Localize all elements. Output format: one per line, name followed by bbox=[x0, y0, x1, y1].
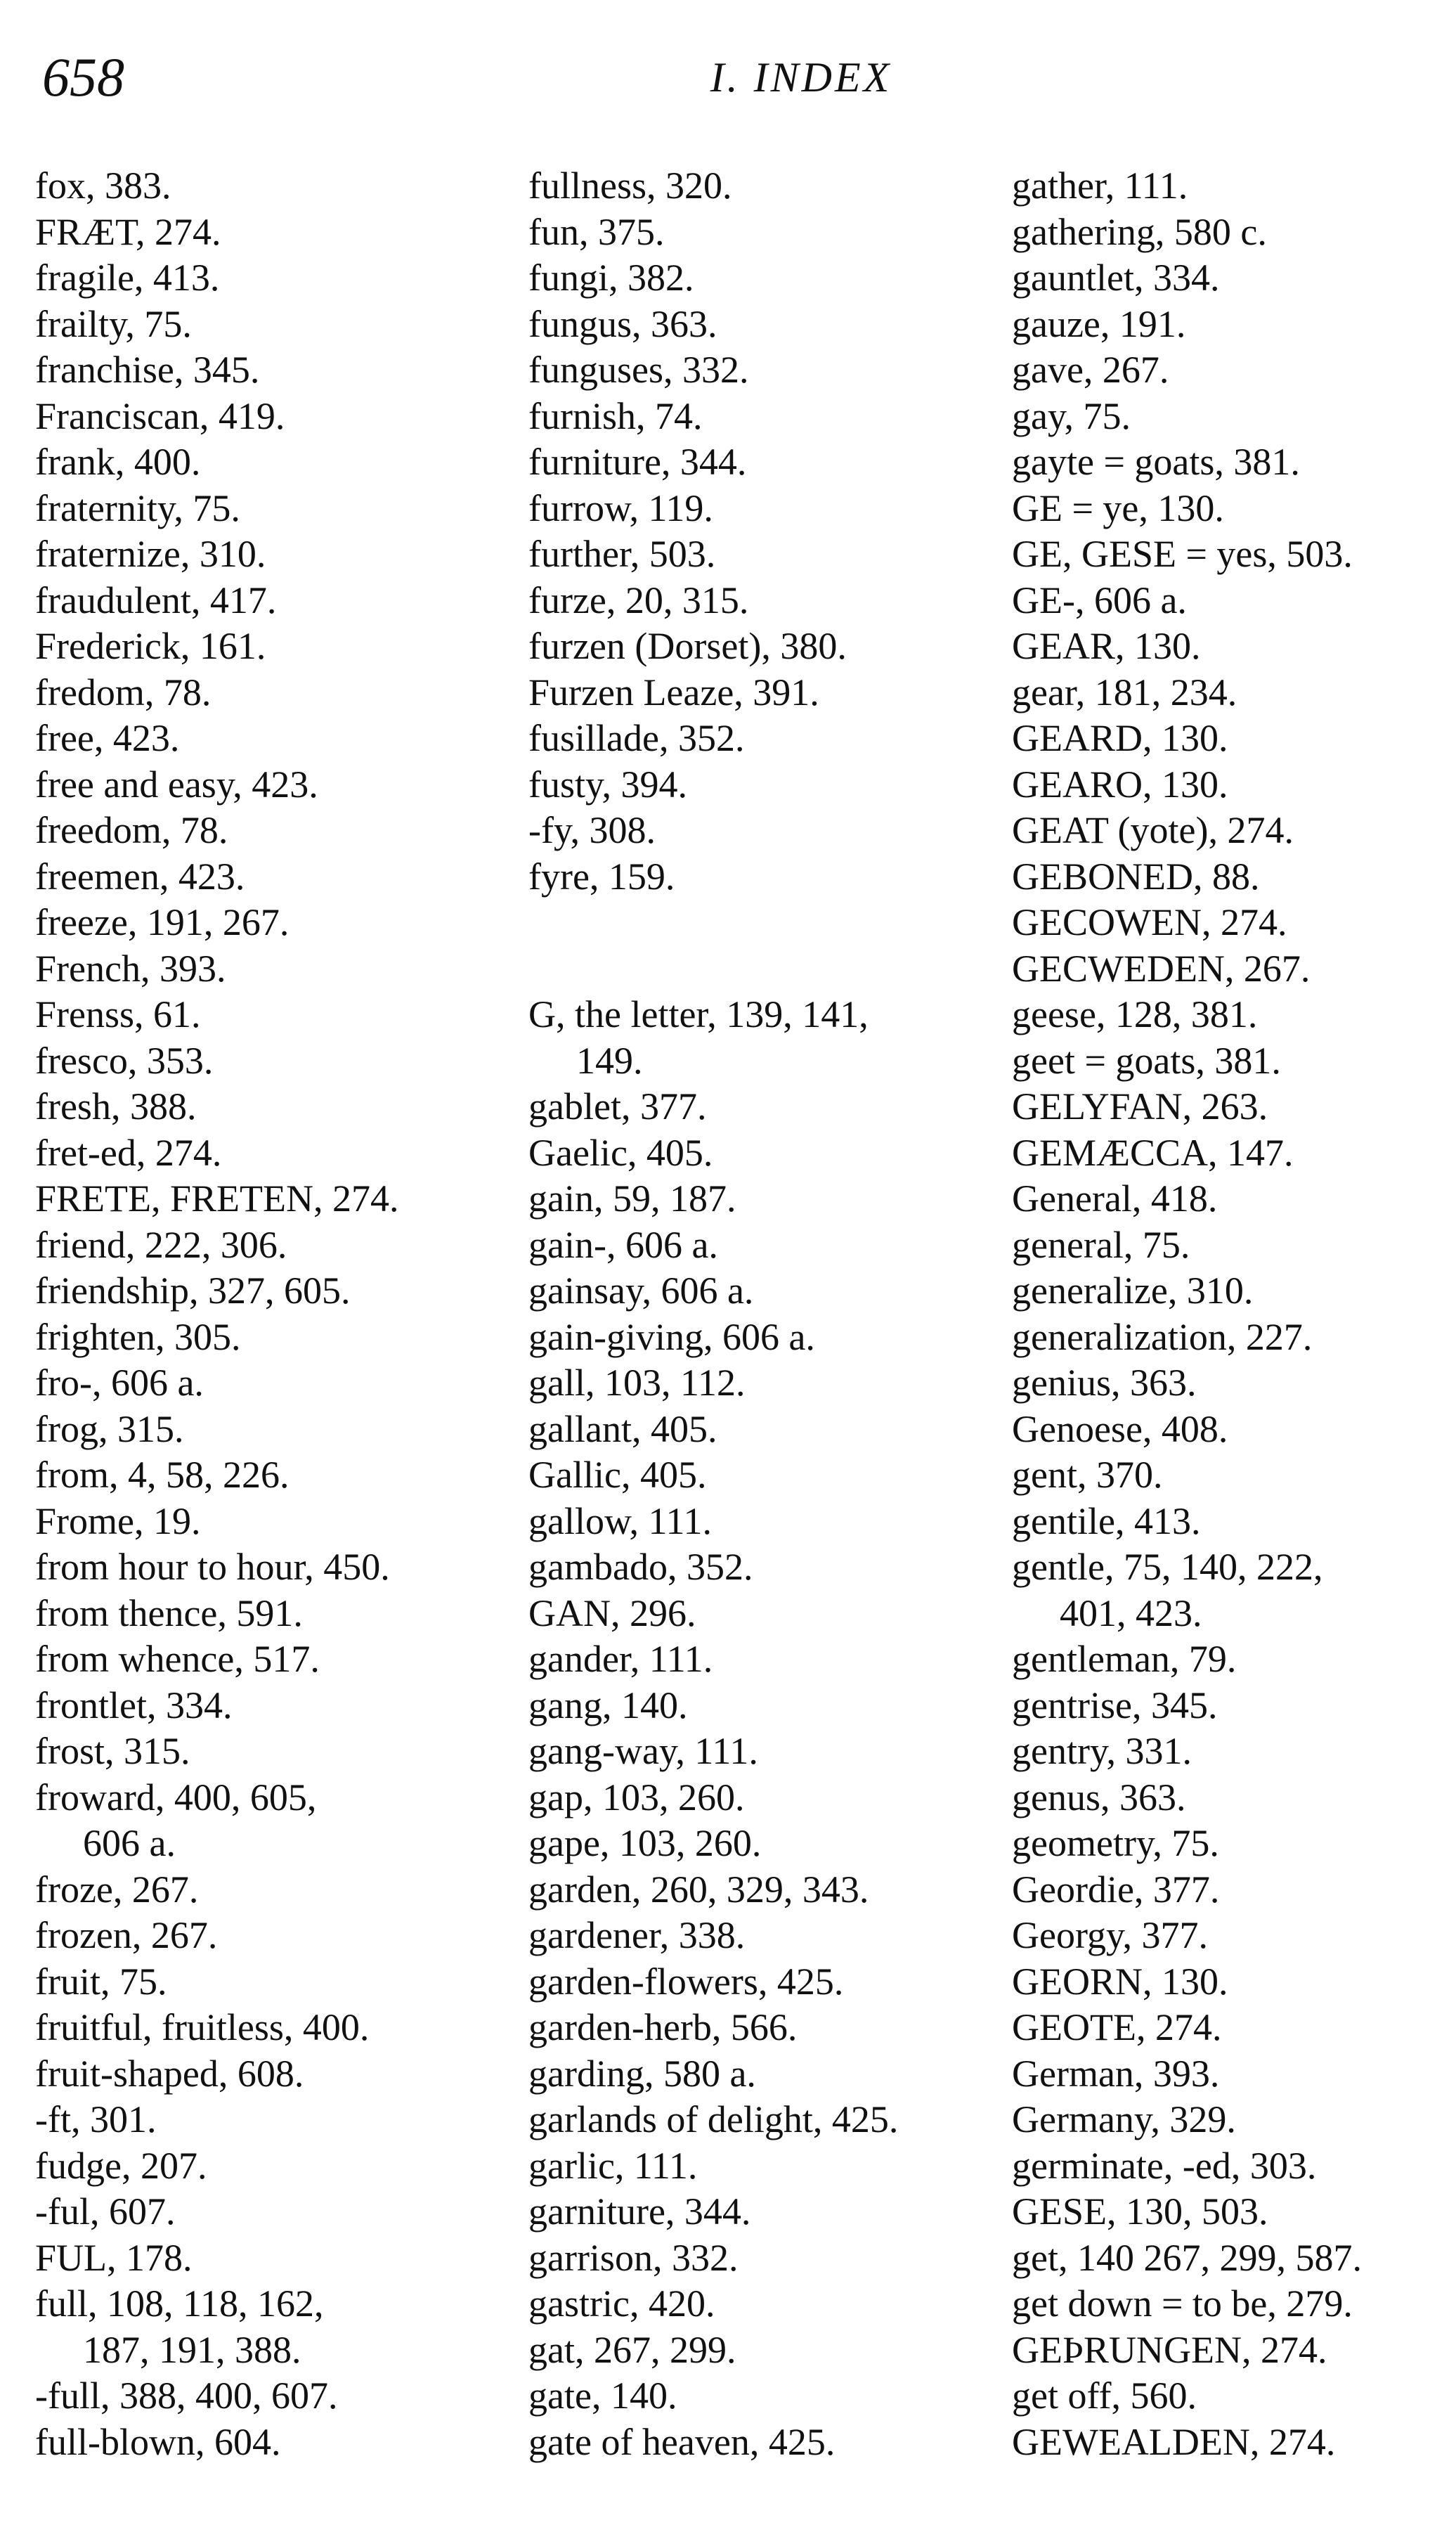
index-entry: gallant, 405. bbox=[528, 1407, 717, 1450]
index-entry: GEMÆCCA, 147. bbox=[1012, 1131, 1294, 1174]
index-entry: garniture, 344. bbox=[528, 2190, 751, 2233]
index-entry: Georgy, 377. bbox=[1012, 1914, 1208, 1956]
index-entry: frontlet, 334. bbox=[35, 1684, 233, 1726]
index-entry: Frenss, 61. bbox=[35, 993, 201, 1035]
index-entry: G, the letter, 139, 141, bbox=[528, 993, 869, 1035]
index-entry: 187, 191, 388. bbox=[83, 2328, 301, 2371]
index-entry: gang, 140. bbox=[528, 1684, 688, 1726]
index-entry: geet = goats, 381. bbox=[1012, 1039, 1281, 1082]
index-entry: from hour to hour, 450. bbox=[35, 1546, 390, 1588]
index-entry: get down = to be, 279. bbox=[1012, 2282, 1353, 2325]
index-entry: free, 423. bbox=[35, 717, 180, 759]
index-entry: fraternity, 75. bbox=[35, 486, 240, 529]
index-entry: gate, 140. bbox=[528, 2375, 677, 2417]
index-entry: GE-, 606 a. bbox=[1012, 579, 1187, 621]
index-entry: -full, 388, 400, 607. bbox=[35, 2375, 338, 2417]
index-entry: gallow, 111. bbox=[528, 1499, 712, 1542]
index-entry: gambado, 352. bbox=[528, 1546, 753, 1588]
index-entry: fusty, 394. bbox=[528, 763, 687, 806]
index-entry: frighten, 305. bbox=[35, 1315, 241, 1358]
index-entry: fruitful, fruitless, 400. bbox=[35, 2006, 370, 2048]
index-entry: free and easy, 423. bbox=[35, 763, 318, 806]
index-entry: gentle, 75, 140, 222, bbox=[1012, 1546, 1323, 1588]
index-entry: gathering, 580 c. bbox=[1012, 210, 1267, 253]
index-entry: gentry, 331. bbox=[1012, 1730, 1192, 1772]
index-entry: fret-ed, 274. bbox=[35, 1131, 222, 1174]
index-entry: gent, 370. bbox=[1012, 1454, 1163, 1496]
index-entry: fredom, 78. bbox=[35, 671, 212, 713]
index-entry: fun, 375. bbox=[528, 210, 665, 253]
index-entry: 401, 423. bbox=[1060, 1591, 1202, 1634]
index-entry: gather, 111. bbox=[1012, 164, 1188, 207]
index-entry: gauze, 191. bbox=[1012, 302, 1186, 345]
index-entry: GECOWEN, 274. bbox=[1012, 901, 1287, 943]
index-entry: fox, 383. bbox=[35, 164, 171, 207]
index-entry: Furzen Leaze, 391. bbox=[528, 671, 819, 713]
page-number: 658 bbox=[42, 46, 124, 108]
index-entry: fudge, 207. bbox=[35, 2144, 207, 2187]
index-entry: GEBONED, 88. bbox=[1012, 855, 1260, 898]
index-entry: generalize, 310. bbox=[1012, 1270, 1254, 1312]
index-entry: gape, 103, 260. bbox=[528, 1822, 762, 1864]
index-entry: furnish, 74. bbox=[528, 394, 703, 437]
index-entry: gander, 111. bbox=[528, 1638, 713, 1680]
index-entry: Gallic, 405. bbox=[528, 1454, 707, 1496]
index-entry: fungus, 363. bbox=[528, 302, 717, 345]
index-entry: GE = ye, 130. bbox=[1012, 486, 1224, 529]
index-entry: further, 503. bbox=[528, 533, 716, 575]
index-entry: from whence, 517. bbox=[35, 1638, 320, 1680]
index-entry: garlands of delight, 425. bbox=[528, 2098, 899, 2140]
index-entry: Germany, 329. bbox=[1012, 2098, 1236, 2140]
index-entry: fungi, 382. bbox=[528, 257, 694, 299]
index-entry: -fy, 308. bbox=[528, 809, 656, 851]
index-entry: friend, 222, 306. bbox=[35, 1223, 287, 1266]
index-entry: gat, 267, 299. bbox=[528, 2328, 736, 2371]
index-entry: full-blown, 604. bbox=[35, 2420, 281, 2463]
index-entry: gang-way, 111. bbox=[528, 1730, 758, 1772]
index-entry: gain-giving, 606 a. bbox=[528, 1315, 815, 1358]
index-entry: friendship, 327, 605. bbox=[35, 1270, 351, 1312]
index-entry: frog, 315. bbox=[35, 1407, 184, 1450]
index-entry: GEARO, 130. bbox=[1012, 763, 1228, 806]
index-entry: garding, 580 a. bbox=[528, 2052, 756, 2095]
index-entry: fusillade, 352. bbox=[528, 717, 745, 759]
index-entry: furniture, 344. bbox=[528, 441, 747, 483]
index-entry: Gaelic, 405. bbox=[528, 1131, 713, 1174]
index-entry: frost, 315. bbox=[35, 1730, 190, 1772]
index-entry: geometry, 75. bbox=[1012, 1822, 1219, 1864]
index-entry: furrow, 119. bbox=[528, 486, 713, 529]
index-entry: GEWEALDEN, 274. bbox=[1012, 2420, 1336, 2463]
index-entry: frank, 400. bbox=[35, 441, 201, 483]
index-entry: franchise, 345. bbox=[35, 349, 260, 391]
index-entry: garden-flowers, 425. bbox=[528, 1960, 844, 2003]
index-entry: germinate, -ed, 303. bbox=[1012, 2144, 1317, 2187]
index-entry: Frome, 19. bbox=[35, 1499, 201, 1542]
index-entry: froward, 400, 605, bbox=[35, 1776, 317, 1818]
index-entry: fyre, 159. bbox=[528, 855, 675, 898]
index-entry: General, 418. bbox=[1012, 1177, 1218, 1220]
index-entry: garden-herb, 566. bbox=[528, 2006, 798, 2048]
index-entry: Frederick, 161. bbox=[35, 625, 266, 667]
index-entry: FRETE, FRETEN, 274. bbox=[35, 1177, 399, 1220]
index-entry: GEOTE, 274. bbox=[1012, 2006, 1222, 2048]
index-entry: gave, 267. bbox=[1012, 349, 1169, 391]
index-entry: freeze, 191, 267. bbox=[35, 901, 290, 943]
index-entry: gentile, 413. bbox=[1012, 1499, 1201, 1542]
index-entry: from thence, 591. bbox=[35, 1591, 303, 1634]
index-entry: funguses, 332. bbox=[528, 349, 749, 391]
running-head: I. INDEX bbox=[710, 54, 892, 101]
index-entry: froze, 267. bbox=[35, 1868, 199, 1911]
index-entry: GEAT (yote), 274. bbox=[1012, 809, 1294, 851]
index-entry: 606 a. bbox=[83, 1822, 176, 1864]
index-entry: get, 140 267, 299, 587. bbox=[1012, 2236, 1362, 2279]
index-entry: GE, GESE = yes, 503. bbox=[1012, 533, 1353, 575]
index-entry: GELYFAN, 263. bbox=[1012, 1085, 1268, 1128]
index-entry: frozen, 267. bbox=[35, 1914, 218, 1956]
index-entry: gate of heaven, 425. bbox=[528, 2420, 836, 2463]
index-entry: garrison, 332. bbox=[528, 2236, 739, 2279]
index-entry: frailty, 75. bbox=[35, 302, 192, 345]
index-entry: GESE, 130, 503. bbox=[1012, 2190, 1268, 2233]
index-entry: GEARD, 130. bbox=[1012, 717, 1228, 759]
index-entry: GEAR, 130. bbox=[1012, 625, 1201, 667]
index-entry: gay, 75. bbox=[1012, 394, 1131, 437]
index-entry: Genoese, 408. bbox=[1012, 1407, 1228, 1450]
index-entry: German, 393. bbox=[1012, 2052, 1220, 2095]
index-entry: FRÆT, 274. bbox=[35, 210, 221, 253]
index-entry: genius, 363. bbox=[1012, 1362, 1197, 1404]
index-entry: fullness, 320. bbox=[528, 164, 732, 207]
index-entry: GAN, 296. bbox=[528, 1591, 696, 1634]
index-entry: fruit, 75. bbox=[35, 1960, 167, 2003]
index-entry: French, 393. bbox=[35, 947, 226, 990]
index-column-3 bbox=[1012, 163, 1448, 2483]
index-entry: 149. bbox=[576, 1039, 643, 1082]
index-entry: geese, 128, 381. bbox=[1012, 993, 1258, 1035]
index-entry: get off, 560. bbox=[1012, 2375, 1197, 2417]
index-section-gap bbox=[528, 900, 978, 992]
index-entry: general, 75. bbox=[1012, 1223, 1190, 1266]
index-entry: GEÞRUNGEN, 274. bbox=[1012, 2328, 1327, 2371]
index-entry: gayte = goats, 381. bbox=[1012, 441, 1300, 483]
index-entry: gentrise, 345. bbox=[1012, 1684, 1218, 1726]
index-entry: gardener, 338. bbox=[528, 1914, 746, 1956]
index-entry: fraudulent, 417. bbox=[35, 579, 277, 621]
index-entry: freedom, 78. bbox=[35, 809, 228, 851]
index-entry: generalization, 227. bbox=[1012, 1315, 1313, 1358]
index-entry: furze, 20, 315. bbox=[528, 579, 749, 621]
index-entry: fresh, 388. bbox=[35, 1085, 197, 1128]
index-entry: GEORN, 130. bbox=[1012, 1960, 1228, 2003]
index-entry: gain-, 606 a. bbox=[528, 1223, 718, 1266]
index-entry: furzen (Dorset), 380. bbox=[528, 625, 847, 667]
index-entry: Geordie, 377. bbox=[1012, 1868, 1220, 1911]
index-entry: from, 4, 58, 226. bbox=[35, 1454, 290, 1496]
index-entry: fraternize, 310. bbox=[35, 533, 266, 575]
index-column-2 bbox=[528, 163, 978, 2483]
index-entry: -ful, 607. bbox=[35, 2190, 176, 2233]
index-entry: fragile, 413. bbox=[35, 257, 220, 299]
index-column-1 bbox=[35, 163, 485, 2483]
index-entry: gap, 103, 260. bbox=[528, 1776, 745, 1818]
index-entry: gall, 103, 112. bbox=[528, 1362, 746, 1404]
index-entry: gainsay, 606 a. bbox=[528, 1270, 754, 1312]
index-entry: full, 108, 118, 162, bbox=[35, 2282, 324, 2325]
index-entry: gablet, 377. bbox=[528, 1085, 707, 1128]
index-entry: Franciscan, 419. bbox=[35, 394, 285, 437]
index-entry: freemen, 423. bbox=[35, 855, 245, 898]
index-entry: fruit-shaped, 608. bbox=[35, 2052, 304, 2095]
index-entry: fro-, 606 a. bbox=[35, 1362, 204, 1404]
index-entry: garden, 260, 329, 343. bbox=[528, 1868, 869, 1911]
index-entry: genus, 363. bbox=[1012, 1776, 1186, 1818]
index-entry: FUL, 178. bbox=[35, 2236, 193, 2279]
index-columns bbox=[0, 163, 1456, 2483]
index-entry: fresco, 353. bbox=[35, 1039, 214, 1082]
index-entry: GECWEDEN, 267. bbox=[1012, 947, 1311, 990]
index-entry: gear, 181, 234. bbox=[1012, 671, 1237, 713]
index-entry: gain, 59, 187. bbox=[528, 1177, 736, 1220]
index-entry: garlic, 111. bbox=[528, 2144, 698, 2187]
index-entry: gauntlet, 334. bbox=[1012, 257, 1220, 299]
index-entry: gentleman, 79. bbox=[1012, 1638, 1237, 1680]
index-entry: gastric, 420. bbox=[528, 2282, 715, 2325]
page-header bbox=[42, 42, 1419, 112]
index-entry: -ft, 301. bbox=[35, 2098, 157, 2140]
